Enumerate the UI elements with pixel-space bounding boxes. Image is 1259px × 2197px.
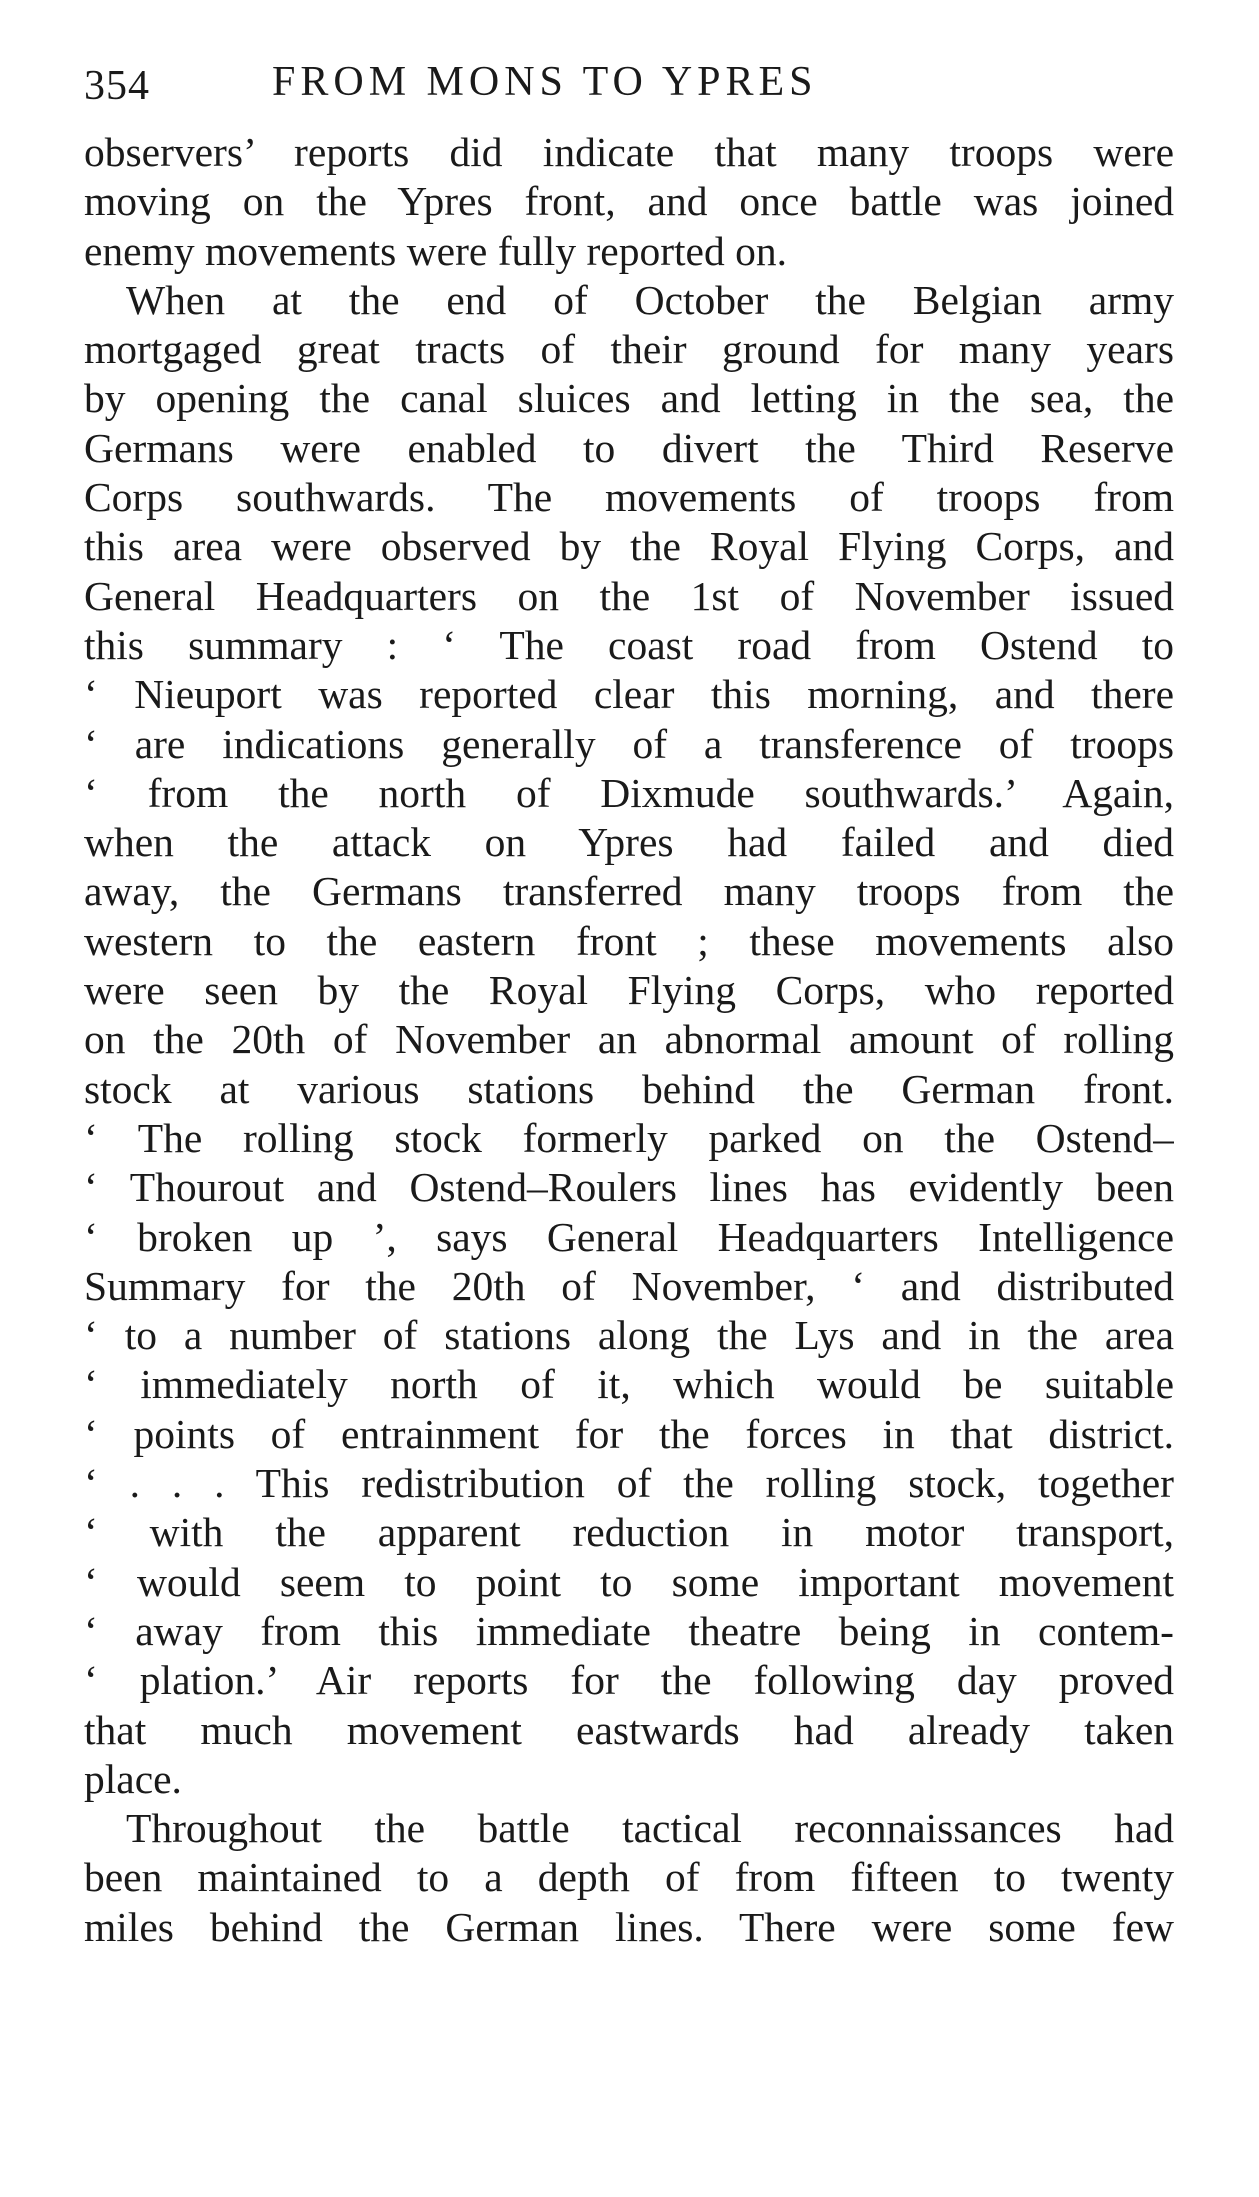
text-line: by opening the canal sluices and letting in the sea, the xyxy=(84,375,1174,422)
text-line: Corps southwards. The movements of troops from xyxy=(84,474,1174,521)
text-line: ‘ . . . This redistribution of the rolling stock, together xyxy=(84,1460,1174,1507)
page-number: 354 xyxy=(84,63,150,109)
text-line: Summary for the 20th of November, ‘ and distributed xyxy=(84,1262,1174,1309)
text-line: ‘ away from this immediate theatre being in contem- xyxy=(84,1607,1174,1654)
text-line: ‘ broken up ’, says General Headquarters Intelligence xyxy=(84,1213,1174,1260)
text-line: ‘ with the apparent reduction in motor transport, xyxy=(84,1509,1174,1556)
text-line: this summary : ‘ The coast road from Ostend to xyxy=(84,621,1174,668)
running-head xyxy=(84,58,1174,118)
text-line: ‘ Thourout and Ostend–Roulers lines has evidently been xyxy=(84,1164,1174,1211)
text-line: Throughout the battle tactical reconnaissances had xyxy=(126,1805,1174,1852)
text-line: Germans were enabled to divert the Third Reserve xyxy=(84,424,1174,471)
paragraph-3 xyxy=(84,1804,1174,1952)
text-line: When at the end of October the Belgian army xyxy=(126,276,1174,323)
paragraph-2 xyxy=(84,276,1174,1804)
text-line: away, the Germans transferred many troops from the xyxy=(84,868,1174,915)
text-line: this area were observed by the Royal Flying Corps, and xyxy=(84,523,1174,570)
text-line: ‘ to a number of stations along the Lys and in the area xyxy=(84,1312,1174,1359)
text-line: ‘ The rolling stock formerly parked on the Ostend– xyxy=(84,1114,1174,1161)
text-line: ‘ from the north of Dixmude southwards.’ Again, xyxy=(84,769,1174,816)
text-line: miles behind the German lines. There were some few xyxy=(84,1903,1174,1950)
text-line: ‘ points of entrainment for the forces in that district. xyxy=(84,1410,1174,1457)
text-line: moving on the Ypres front, and once battle was joined xyxy=(84,178,1174,225)
text-line: place. xyxy=(84,1755,182,1802)
text-line: ‘ immediately north of it, which would be suitable xyxy=(84,1361,1174,1408)
text-line: ‘ Nieuport was reported clear this morning, and there xyxy=(84,671,1174,718)
paragraph-1 xyxy=(84,128,1174,276)
text-line: been maintained to a depth of from fifteen to twenty xyxy=(84,1854,1174,1901)
text-line: stock at various stations behind the German front. xyxy=(84,1065,1174,1112)
text-line: enemy movements were fully reported on. xyxy=(84,227,787,274)
text-line: mortgaged great tracts of their ground for many years xyxy=(84,326,1174,373)
text-line: observers’ reports did indicate that many troops were xyxy=(84,129,1174,175)
text-line: General Headquarters on the 1st of November issued xyxy=(84,572,1174,619)
book-page xyxy=(84,58,1174,1952)
text-line: that much movement eastwards had already taken xyxy=(84,1706,1174,1753)
text-line: on the 20th of November an abnormal amount of rolling xyxy=(84,1016,1174,1063)
running-title: FROM MONS TO YPRES xyxy=(272,59,818,105)
body-text xyxy=(84,128,1174,1952)
text-line: ‘ would seem to point to some important movement xyxy=(84,1558,1174,1605)
text-line: when the attack on Ypres had failed and died xyxy=(84,819,1174,866)
text-line: ‘ are indications generally of a transference of troops xyxy=(84,720,1174,767)
text-line: were seen by the Royal Flying Corps, who reported xyxy=(84,967,1174,1014)
text-line: ‘ plation.’ Air reports for the following day proved xyxy=(84,1657,1174,1704)
text-line: western to the eastern front ; these movements also xyxy=(84,917,1174,964)
